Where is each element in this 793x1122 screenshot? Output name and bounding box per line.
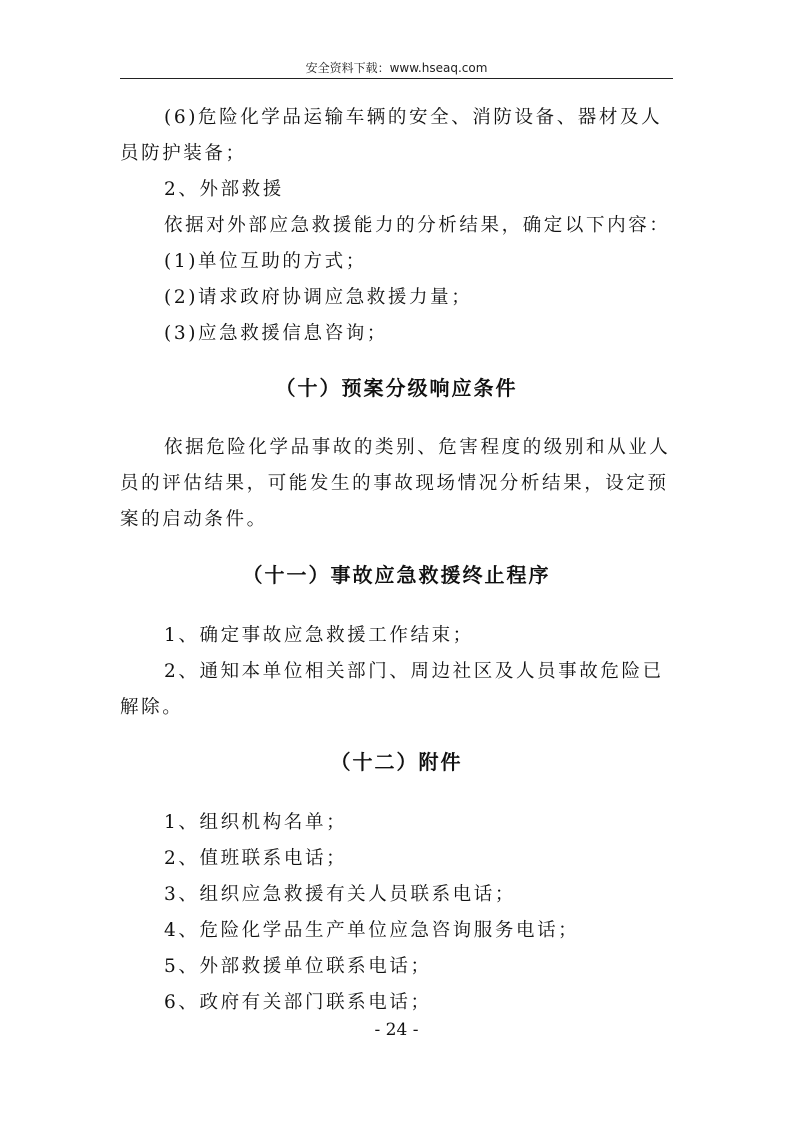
section-11-item-1: 1、确定事故应急救援工作结束； — [164, 625, 474, 646]
attachment-item-6: 6、政府有关部门联系电话； — [164, 992, 432, 1013]
item-6-line-1: (6)危险化学品运输车辆的安全、消防设备、器材及人 — [164, 107, 663, 128]
section-10-paragraph-line-1: 依据危险化学品事故的类别、危害程度的级别和从业人 — [164, 437, 671, 458]
section-12-heading: （十二）附件 — [330, 750, 463, 774]
external-item-1: (1)单位互助的方式； — [164, 251, 367, 272]
section-11-item-2: 2、通知本单位相关部门、周边社区及人员事故危险已 — [164, 661, 664, 682]
attachment-item-3: 3、组织应急救援有关人员联系电话； — [164, 884, 516, 905]
external-rescue-intro: 依据对外部应急救援能力的分析结果，确定以下内容： — [164, 215, 671, 236]
external-item-3: (3)应急救援信息咨询； — [164, 323, 388, 344]
attachment-item-4: 4、危险化学品生产单位应急咨询服务电话； — [164, 920, 580, 941]
external-item-2: (2)请求政府协调应急救援力量； — [164, 287, 473, 308]
page-number: - 24 - — [374, 1020, 419, 1040]
attachment-item-1: 1、组织机构名单； — [164, 812, 348, 833]
section-10-heading: （十）预案分级响应条件 — [275, 376, 518, 400]
section-10-paragraph-line-3: 案的启动条件。 — [120, 509, 268, 530]
section-11-item-2-continued: 解除。 — [120, 697, 184, 718]
attachment-item-2: 2、值班联系电话； — [164, 848, 348, 869]
section-10-paragraph-line-2: 员的评估结果，可能发生的事故现场情况分析结果，设定预 — [120, 473, 669, 494]
section-11-heading: （十一）事故应急救援终止程序 — [242, 563, 551, 587]
item-6-line-2: 员防护装备； — [120, 143, 247, 164]
attachment-item-5: 5、外部救援单位联系电话； — [164, 956, 432, 977]
external-rescue-title: 2、外部救援 — [164, 179, 284, 200]
page-header: 安全资料下载：www.hseaq.com — [120, 58, 673, 79]
